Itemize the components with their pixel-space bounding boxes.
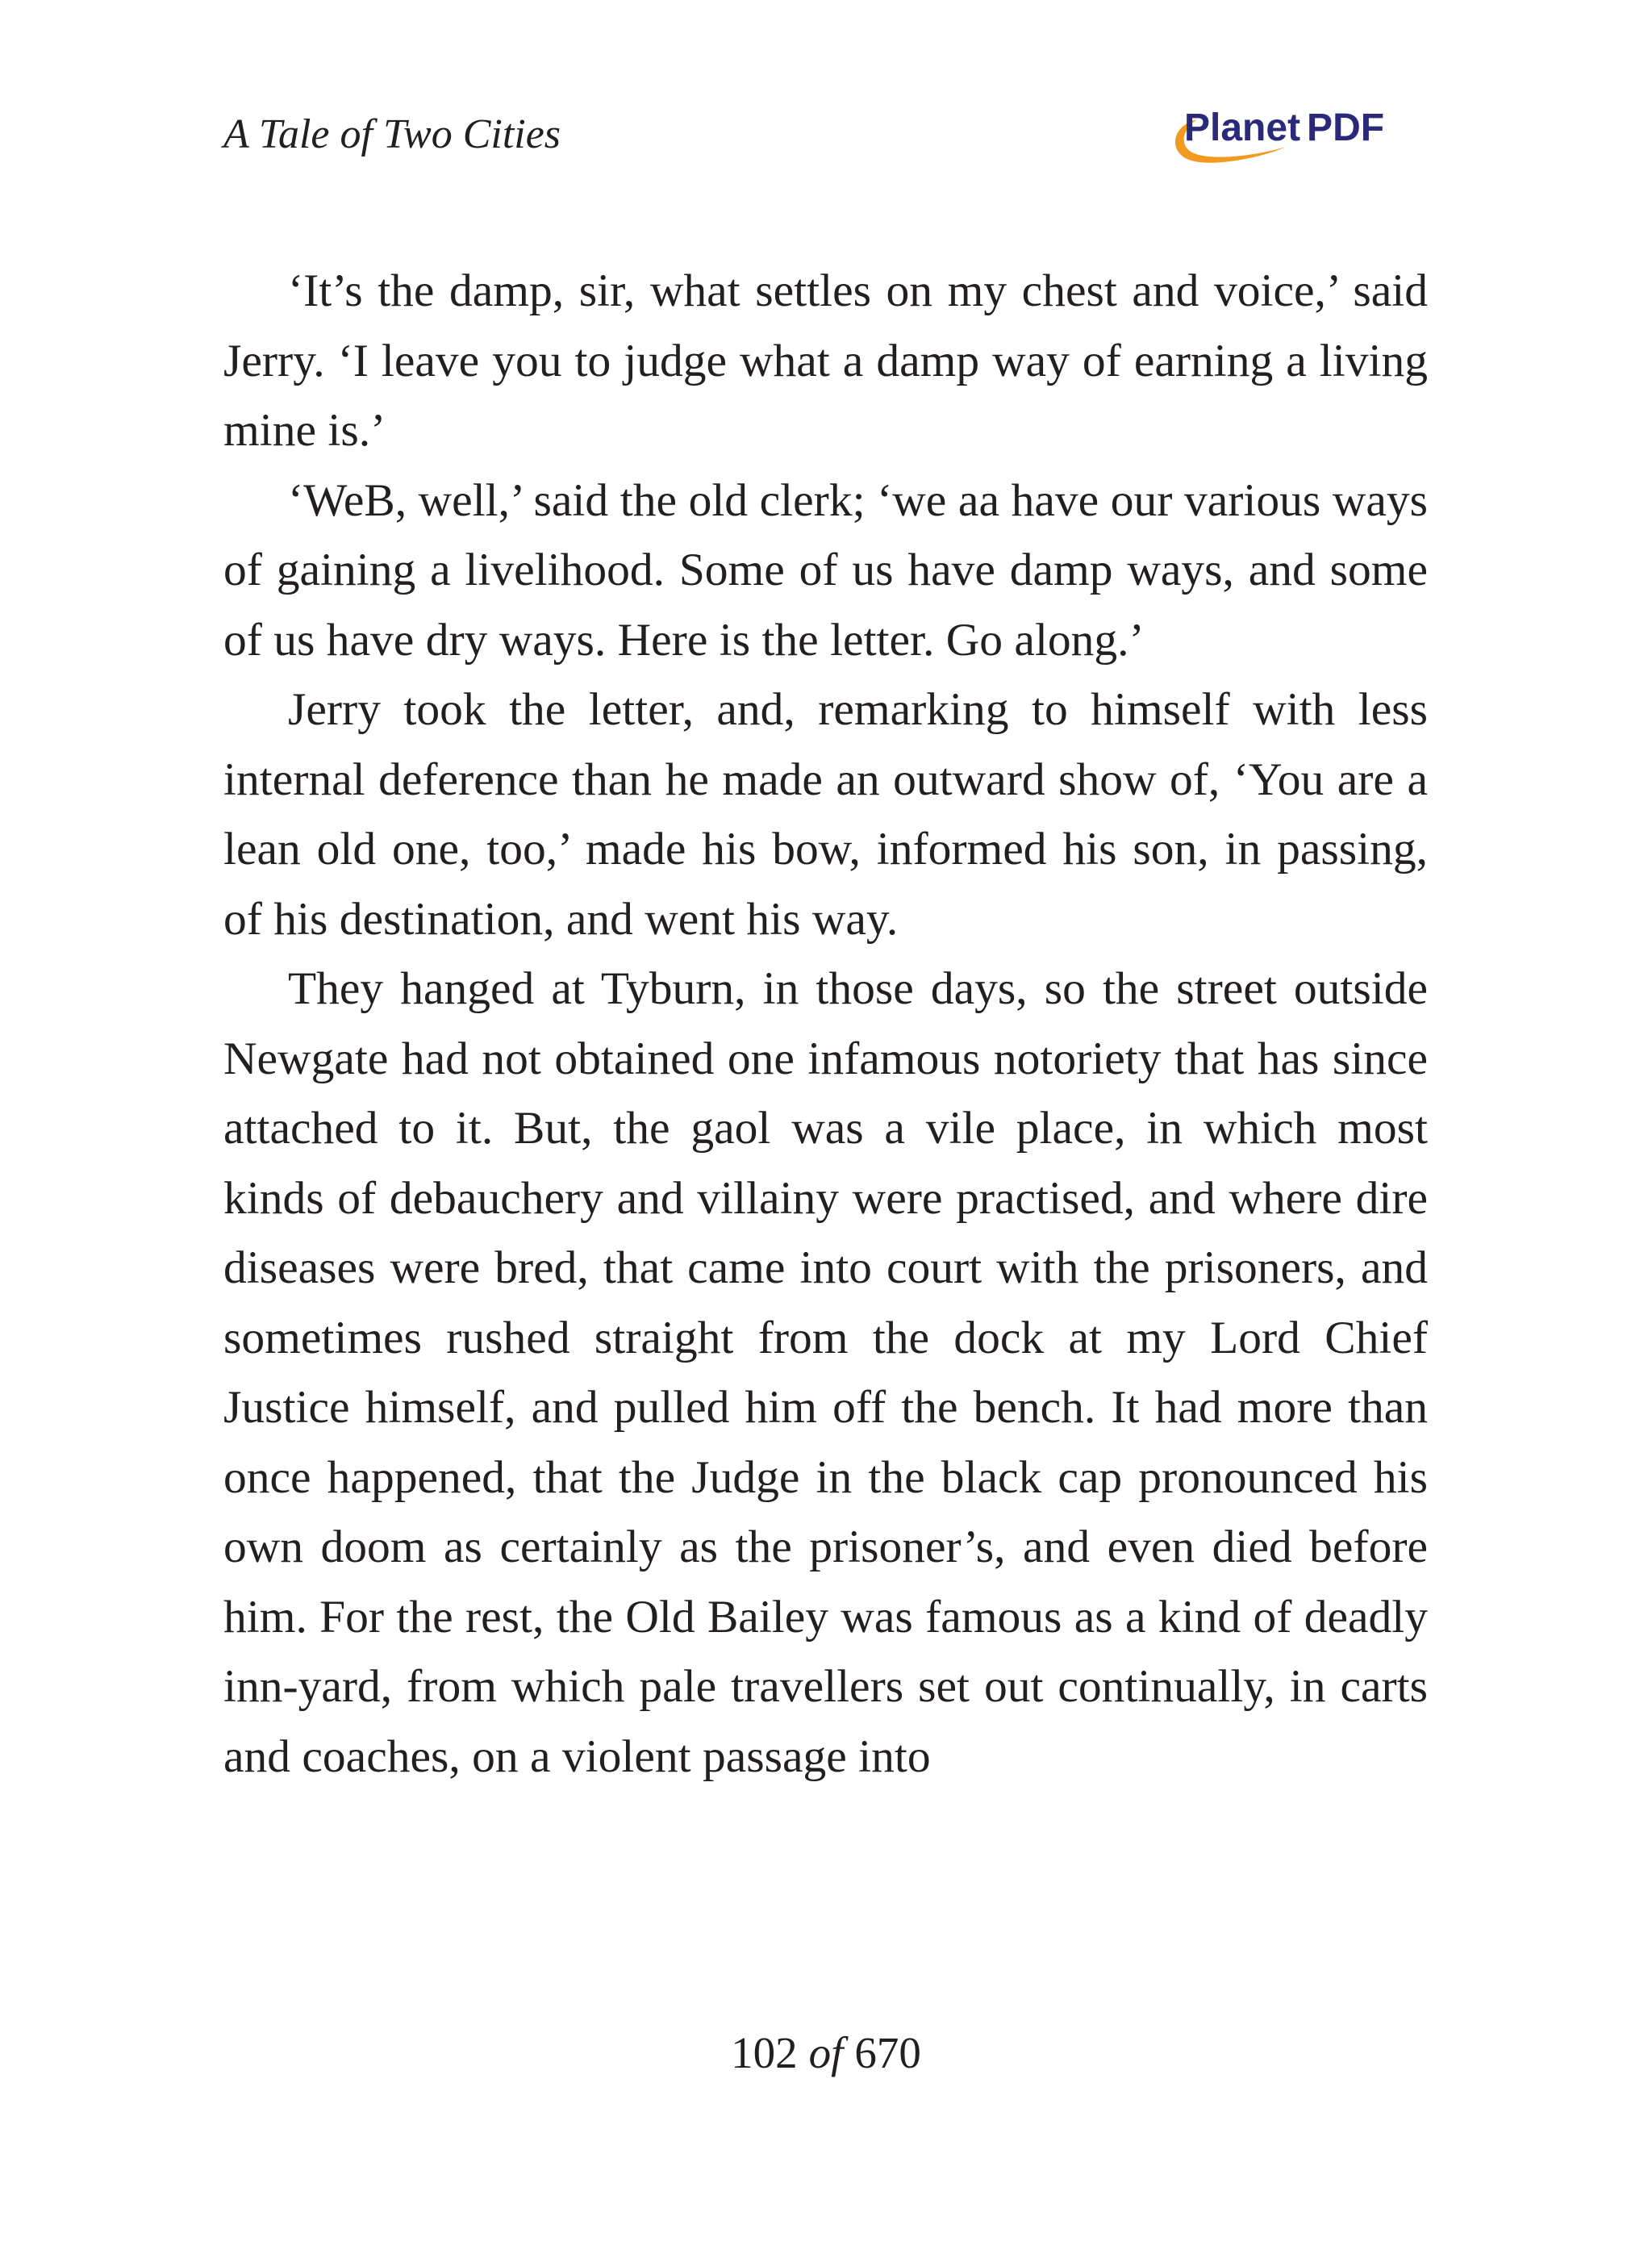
planet-pdf-logo — [1165, 102, 1431, 174]
running-header-title: A Tale of Two Cities — [223, 111, 561, 157]
current-page-number: 102 — [731, 2028, 798, 2077]
body-text — [223, 257, 1428, 1792]
logo-wordmark — [1184, 105, 1384, 152]
page-of-label: of — [808, 2028, 844, 2077]
paragraph: ‘WeB, well,’ said the old clerk; ‘we aa have our various ways of gaining a livelihood. Some of us have damp ways, and some of us have dry ways. Here is the letter. Go along.’ — [223, 474, 1428, 666]
logo-word-pdf: PDF — [1307, 106, 1385, 149]
paragraph: ‘It’s the damp, sir, what settles on my chest and voice,’ said Jerry. ‘I leave you to judge what a damp way of earning a living mine is.’ — [223, 265, 1428, 456]
paragraph: Jerry took the letter, and, remarking to himself with less internal deference than he made an outward show of, ‘You are a lean old one, too,’ made his bow, informed his son, in passing, of his destination, and went his way. — [223, 684, 1428, 945]
page-number-footer — [0, 2025, 1652, 2081]
total-page-count: 670 — [854, 2028, 921, 2077]
paragraph: They hanged at Tyburn, in those days, so the street outside Newgate had not obtained one infamous notoriety that has since attached to it. But, the gaol was a vile place, in which most kinds of debauchery and villainy were practised, and where dire diseases were bred, that came into court with the prisoners, and sometimes rushed straight from the dock at my Lord Chief Justice himself, and pulled him off the bench. It had more than once happened, that the Judge in the black cap pronounced his own doom as certainly as the prisoner’s, and even died before him. For the rest, the Old Bailey was famous as a kind of deadly inn-yard, from which pale travellers set out continually, in carts and coaches, on a violent passage into — [223, 963, 1428, 1782]
logo-word-planet: Planet — [1184, 106, 1301, 149]
